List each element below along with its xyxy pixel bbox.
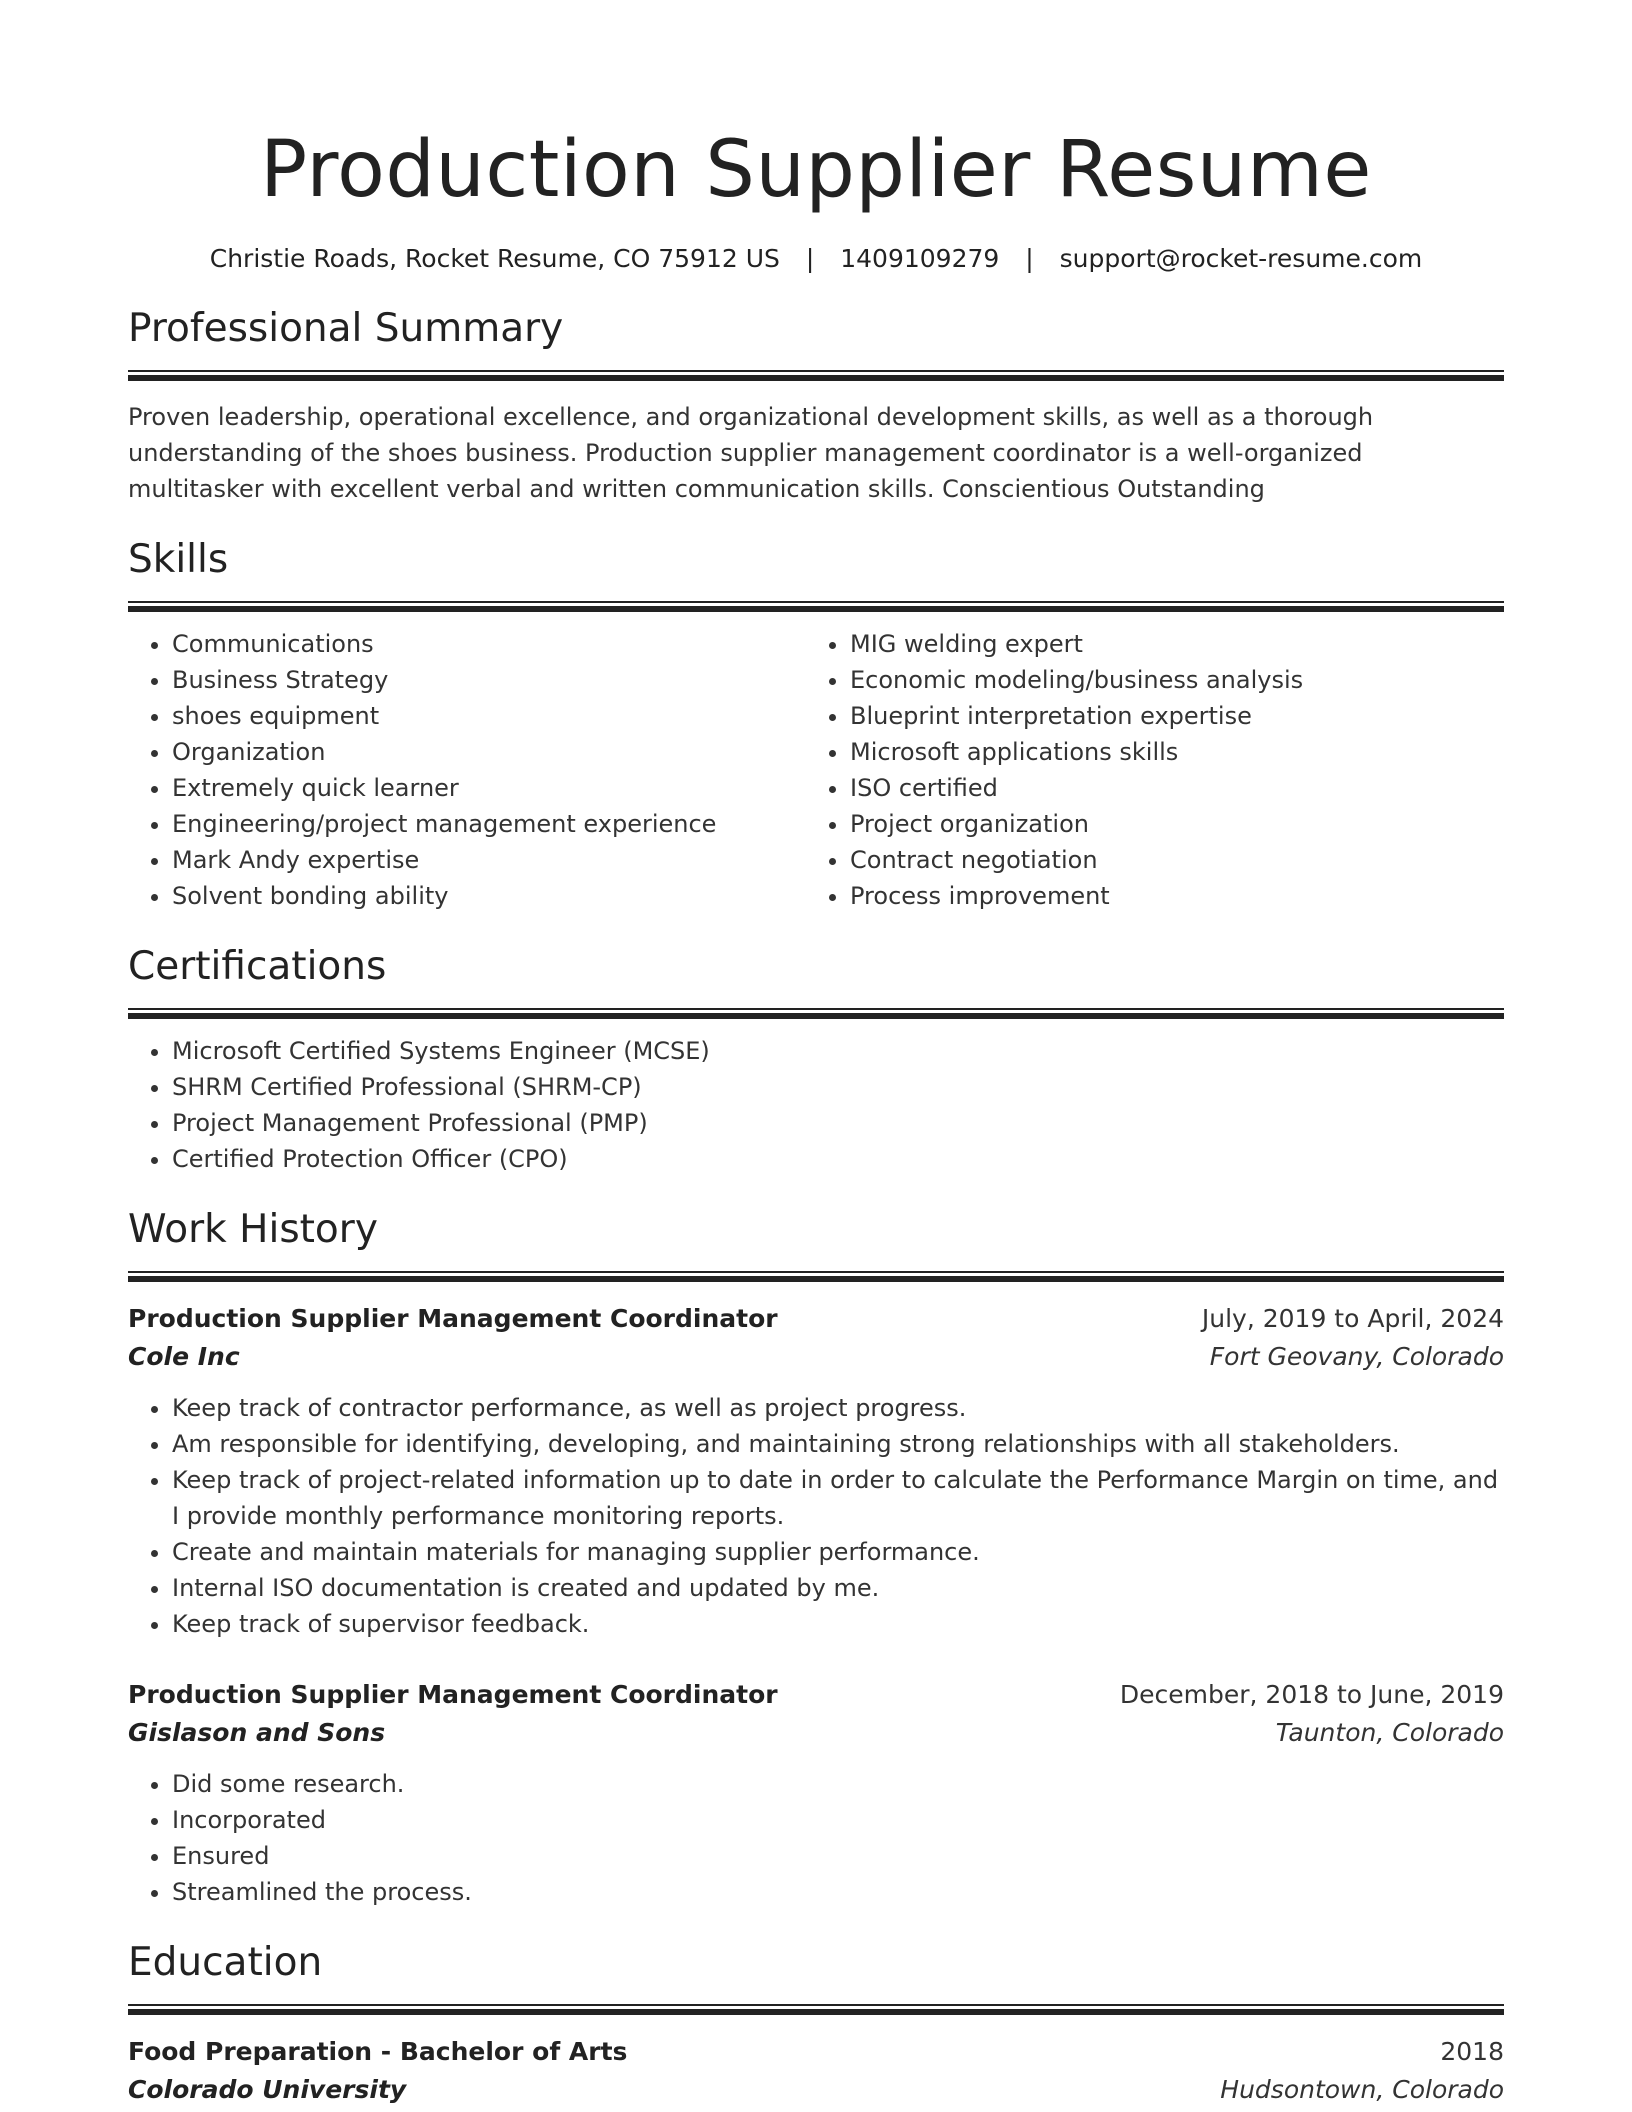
job-company-row <box>128 1714 1504 1752</box>
skills-list-left <box>128 626 806 914</box>
job-duty: • Keep track of project-related information up to date in order to calculate the Performance Margin on time, and I provide monthly performance monitoring reports. <box>172 1462 1504 1534</box>
certification-item: • Microsoft Certified Systems Engineer (MCSE) <box>172 1033 1504 1069</box>
job-header-row <box>128 1300 1504 1338</box>
resume-page <box>128 118 1504 2109</box>
skill-item: • Economic modeling/business analysis <box>850 662 1484 698</box>
job-entry <box>128 1676 1504 1910</box>
job-company: Cole Inc <box>128 1342 240 1371</box>
skill-item: • Communications <box>172 626 806 662</box>
job-location: Fort Geovany, Colorado <box>1209 1342 1504 1371</box>
education-school: Colorado University <box>128 2075 407 2104</box>
summary-heading: Professional Summary <box>128 306 564 351</box>
job-entry <box>128 1300 1504 1642</box>
education-degree-row <box>128 2033 1504 2071</box>
contact-separator: | <box>1025 244 1034 273</box>
contact-address: Christie Roads, Rocket Resume, CO 75912 US <box>209 244 780 273</box>
skills-columns <box>128 626 1504 914</box>
skill-item: • ISO certified <box>850 770 1484 806</box>
job-title: Production Supplier Management Coordinator <box>128 1304 778 1333</box>
skills-section <box>128 533 1504 914</box>
skills-list-right <box>806 626 1484 914</box>
certification-item: • Project Management Professional (PMP) <box>172 1105 1504 1141</box>
section-divider <box>128 2004 1504 2015</box>
job-duty: • Ensured <box>172 1838 1504 1874</box>
section-divider <box>128 370 1504 381</box>
job-title: Production Supplier Management Coordinator <box>128 1680 778 1709</box>
skill-item: • Solvent bonding ability <box>172 878 806 914</box>
skill-item: • Engineering/project management experience <box>172 806 806 842</box>
job-header-row <box>128 1676 1504 1714</box>
certifications-heading: Certifications <box>128 944 387 989</box>
skill-item: • Process improvement <box>850 878 1484 914</box>
job-duty: • Streamlined the process. <box>172 1874 1504 1910</box>
contact-separator: | <box>805 244 815 273</box>
skill-item: • MIG welding expert <box>850 626 1484 662</box>
certifications-section <box>128 940 1504 1177</box>
job-duties-list <box>128 1766 1504 1910</box>
education-heading: Education <box>128 1940 323 1985</box>
certifications-list <box>128 1033 1504 1177</box>
page-title: Production Supplier Resume <box>260 125 1372 215</box>
job-duty: • Internal ISO documentation is created and updated by me. <box>172 1570 1504 1606</box>
job-duty: • Incorporated <box>172 1802 1504 1838</box>
contact-phone: 1409109279 <box>840 244 1000 273</box>
section-divider <box>128 601 1504 612</box>
education-school-row <box>128 2071 1504 2109</box>
skills-heading: Skills <box>128 537 229 582</box>
job-location: Taunton, Colorado <box>1275 1718 1504 1747</box>
job-dates: December, 2018 to June, 2019 <box>1119 1680 1504 1709</box>
skill-item: • Mark Andy expertise <box>172 842 806 878</box>
job-dates: July, 2019 to April, 2024 <box>1201 1304 1504 1333</box>
skill-item: • Extremely quick learner <box>172 770 806 806</box>
job-duties-list <box>128 1390 1504 1642</box>
job-duty: • Keep track of supervisor feedback. <box>172 1606 1504 1642</box>
education-year: 2018 <box>1440 2037 1504 2066</box>
summary-section <box>128 302 1504 507</box>
skill-item: • Contract negotiation <box>850 842 1484 878</box>
skill-item: • shoes equipment <box>172 698 806 734</box>
skill-item: • Blueprint interpretation expertise <box>850 698 1484 734</box>
skill-item: • Microsoft applications skills <box>850 734 1484 770</box>
contact-email: support@rocket-resume.com <box>1059 244 1423 273</box>
job-duty: • Keep track of contractor performance, as well as project progress. <box>172 1390 1504 1426</box>
summary-text: Proven leadership, operational excellence, and organizational development skills, as well as a thorough understanding of the shoes business. Production supplier management coordinator is a well-organized multitasker with excellent verbal and written communication skills. Conscientious Outstanding <box>128 403 1374 503</box>
work-history-section <box>128 1203 1504 1910</box>
section-divider <box>128 1271 1504 1282</box>
education-section <box>128 1936 1504 2109</box>
skill-item: • Organization <box>172 734 806 770</box>
job-duty: • Create and maintain materials for managing supplier performance. <box>172 1534 1504 1570</box>
job-company-row <box>128 1338 1504 1376</box>
skill-item: • Business Strategy <box>172 662 806 698</box>
contact-line <box>128 242 1504 276</box>
job-company: Gislason and Sons <box>128 1718 386 1747</box>
section-divider <box>128 1008 1504 1019</box>
job-duty: • Am responsible for identifying, developing, and maintaining strong relationships with all stakeholders. <box>172 1426 1504 1462</box>
job-duty: • Did some research. <box>172 1766 1504 1802</box>
work-history-heading: Work History <box>128 1207 378 1252</box>
education-degree: Food Preparation - Bachelor of Arts <box>128 2037 628 2066</box>
certification-item: • Certified Protection Officer (CPO) <box>172 1141 1504 1177</box>
education-entry <box>128 2033 1504 2109</box>
skill-item: • Project organization <box>850 806 1484 842</box>
certification-item: • SHRM Certified Professional (SHRM-CP) <box>172 1069 1504 1105</box>
education-location: Hudsontown, Colorado <box>1220 2075 1504 2104</box>
